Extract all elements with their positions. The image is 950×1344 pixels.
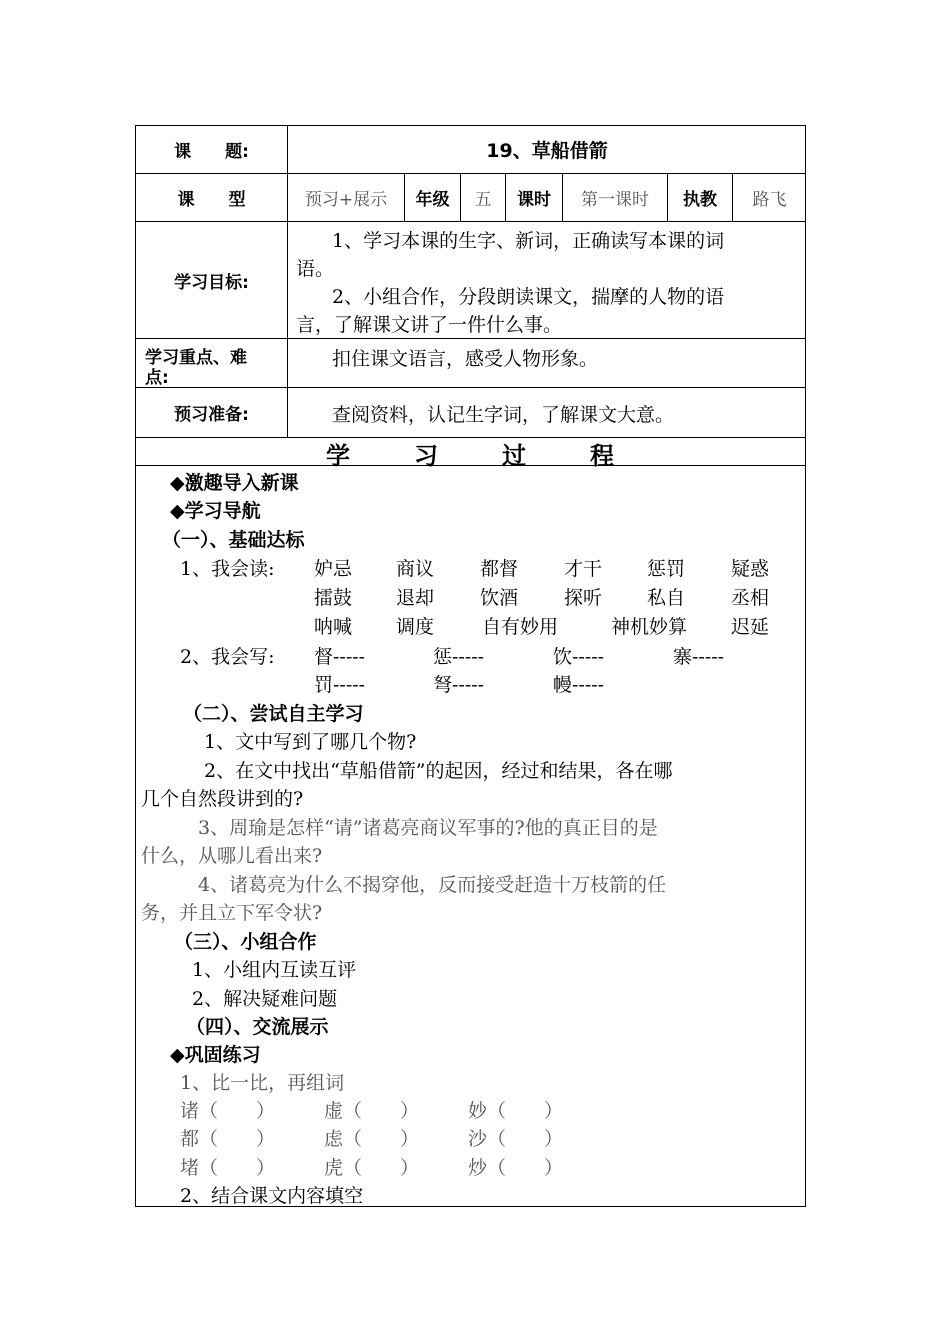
type-label: 课 型: [177, 190, 246, 210]
question-2-line-2: 几个自然段讲到的?: [141, 788, 304, 810]
row-divider: [136, 465, 805, 466]
topic-value: 19、草船借箭: [486, 140, 608, 162]
read-word: 才干: [564, 558, 603, 580]
group-task-1: 1、小组内互读互评: [192, 959, 357, 981]
focus-label-line-2: 点:: [145, 368, 169, 388]
write-word: 督-----: [314, 646, 366, 668]
section-3-heading: （三）、小组合作: [174, 931, 317, 953]
read-word: 丞相: [731, 587, 770, 609]
read-word: 私自: [647, 587, 686, 609]
prep-value: 查阅资料，认记生字词，了解课文大意。: [332, 404, 675, 426]
read-word: 神机妙算: [611, 616, 688, 638]
practice-heading: ◆巩固练习: [170, 1044, 261, 1066]
grade-label: 年级: [415, 190, 450, 210]
question-3-line-2: 什么，从哪儿看出来?: [141, 845, 323, 867]
period-value: 第一课时: [581, 190, 649, 210]
section-4-heading: （四）、交流展示: [186, 1016, 329, 1038]
compare-item: 妙（ ）: [468, 1100, 564, 1122]
compare-item: 虚（ ）: [324, 1100, 420, 1122]
read-word: 探听: [564, 587, 603, 609]
write-word: 弩-----: [433, 674, 485, 696]
question-2-line-1: 2、在文中找出“草船借箭”的起因，经过和结果，各在哪: [204, 760, 673, 782]
practice-item-2: 2、结合课文内容填空: [180, 1185, 364, 1207]
period-label: 课时: [517, 190, 551, 210]
compare-item: 虑（ ）: [324, 1128, 420, 1150]
write-word: 幔-----: [553, 674, 605, 696]
question-4-line-1: 4、诸葛亮为什么不揭穿他，反而接受赶造十万枝箭的任: [198, 874, 667, 896]
read-word: 饮酒: [480, 587, 519, 609]
compare-item: 虎（ ）: [324, 1157, 420, 1179]
grade-value: 五: [474, 190, 492, 210]
write-word: 寨-----: [673, 646, 725, 668]
read-word: 呐喊: [314, 616, 353, 638]
row-divider: [136, 338, 805, 339]
goal-1-line-2: 语。: [296, 258, 335, 280]
process-title-char: 程: [590, 442, 614, 470]
read-word: 商议: [396, 558, 435, 580]
topic-label: 课 题:: [174, 142, 249, 162]
read-word: 疑惑: [731, 558, 770, 580]
write-word: 惩-----: [433, 646, 485, 668]
row-divider: [136, 437, 805, 438]
read-word: 惩罚: [647, 558, 686, 580]
compare-item: 堵（ ）: [180, 1157, 276, 1179]
goal-2-line-2: 言，了解课文讲了一件什么事。: [296, 314, 563, 336]
read-word: 自有妙用: [482, 616, 559, 638]
question-1: 1、文中写到了哪几个物?: [204, 731, 417, 753]
teacher-label: 执教: [683, 190, 717, 210]
question-3-line-1: 3、周瑜是怎样“请”诸葛亮商议军事的?他的真正目的是: [198, 817, 658, 839]
write-word: 饮-----: [553, 646, 605, 668]
read-word: 调度: [396, 616, 435, 638]
read-word: 都督: [480, 558, 519, 580]
write-label: 2、我会写:: [180, 646, 275, 668]
read-word: 擂鼓: [314, 587, 353, 609]
section-2-heading: （二）、尝试自主学习: [183, 703, 364, 725]
compare-item: 诸（ ）: [180, 1100, 276, 1122]
focus-value: 扣住课文语言，感受人物形象。: [332, 348, 599, 370]
read-word: 迟延: [731, 616, 770, 638]
intro-heading: ◆激趣导入新课: [170, 472, 299, 494]
question-4-line-2: 务，并且立下军令状?: [141, 902, 323, 924]
practice-item-1: 1、比一比，再组词: [180, 1072, 345, 1094]
teacher-value: 路飞: [752, 190, 787, 210]
lesson-plan-table: [135, 125, 806, 1207]
goals-label: 学习目标:: [174, 272, 249, 293]
prep-label: 预习准备:: [174, 405, 249, 425]
process-title-char: 过: [502, 442, 526, 470]
read-word: 退却: [396, 587, 435, 609]
type-value: 预习+展示: [304, 190, 388, 210]
read-word: 妒忌: [314, 558, 353, 580]
guide-heading: ◆学习导航: [170, 500, 261, 522]
goal-2-line-1: 2、小组合作，分段朗读课文，揣摩的人物的语: [332, 286, 725, 308]
section-1-heading: （一）、基础达标: [162, 529, 305, 551]
compare-item: 炒（ ）: [468, 1157, 564, 1179]
write-word: 罚-----: [314, 674, 366, 696]
compare-item: 沙（ ）: [468, 1128, 564, 1150]
goal-1-line-1: 1、学习本课的生字、新词，正确读写本课的词: [332, 230, 725, 252]
process-title-char: 学: [326, 442, 350, 470]
process-title-char: 习: [414, 442, 438, 470]
group-task-2: 2、解决疑难问题: [192, 988, 338, 1010]
read-label: 1、我会读:: [180, 558, 275, 580]
compare-item: 都（ ）: [180, 1128, 276, 1150]
focus-label-line-1: 学习重点、难: [145, 348, 247, 368]
